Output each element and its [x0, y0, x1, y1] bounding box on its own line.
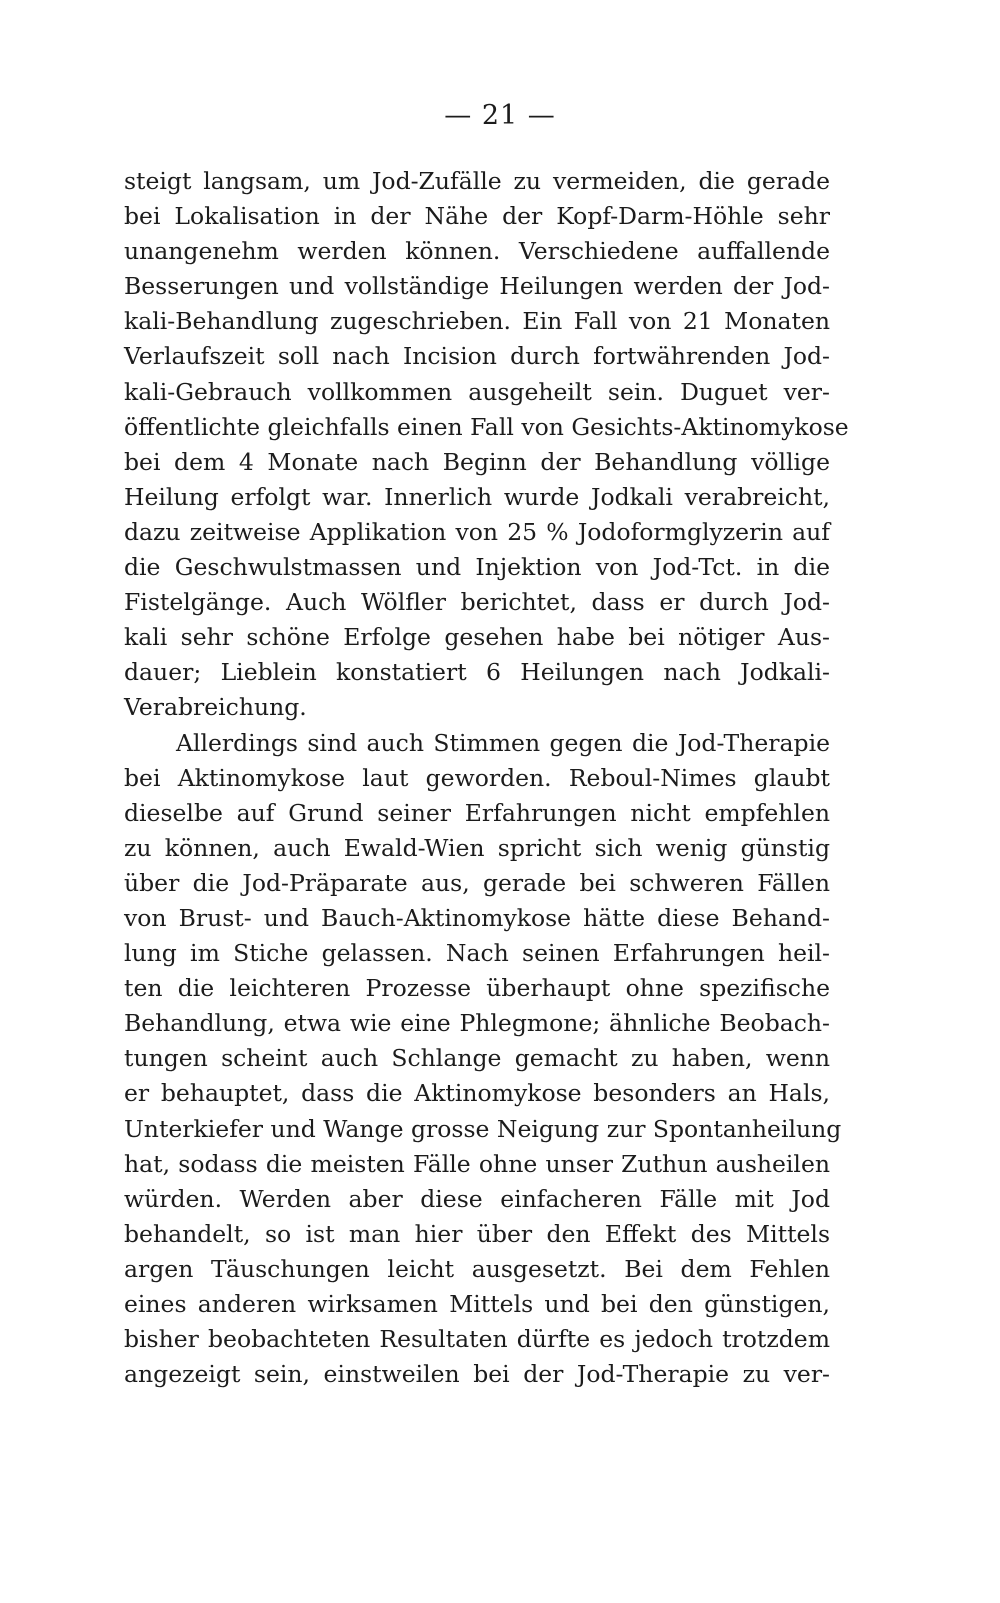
- text-line: kali-Gebrauch vollkommen ausgeheilt sein. Duguet ver-: [124, 377, 830, 406]
- text-line: bisher beobachteten Resultaten dürfte es jedoch trotzdem: [124, 1325, 830, 1354]
- text-line: Fistelgänge. Auch Wölfler berichtet, dass er durch Jod-: [124, 588, 830, 617]
- text-line: dazu zeitweise Applikation von 25 % Jodoformglyzerin auf: [124, 517, 830, 546]
- text-line: öffentlichte gleichfalls einen Fall von Gesichts-Aktinomykose: [124, 412, 849, 441]
- text-line: von Brust- und Bauch-Aktinomykose hätte diese Behand-: [124, 903, 830, 932]
- text-line: über die Jod-Präparate aus, gerade bei schweren Fällen: [124, 868, 830, 897]
- text-line: Besserungen und vollständige Heilungen werden der Jod-: [124, 272, 830, 301]
- text-line: argen Täuschungen leicht ausgesetzt. Bei dem Fehlen: [124, 1254, 830, 1283]
- text-line: bei Aktinomykose laut geworden. Reboul-Nimes glaubt: [124, 763, 830, 792]
- text-line: eines anderen wirksamen Mittels und bei den günstigen,: [124, 1290, 830, 1318]
- text-line: tungen scheint auch Schlange gemacht zu haben, wenn: [124, 1044, 830, 1073]
- text-line: Verabreichung.: [124, 693, 307, 722]
- text-line: steigt langsam, um Jod-Zufälle zu vermeiden, die gerade: [124, 167, 830, 195]
- text-line: Allerdings sind auch Stimmen gegen die Jod-Therapie: [176, 728, 830, 757]
- text-line: würden. Werden aber diese einfacheren Fälle mit Jod: [124, 1184, 830, 1213]
- text-line: dauer; Lieblein konstatiert 6 Heilungen nach Jodkali-: [124, 658, 830, 687]
- text-line: dieselbe auf Grund seiner Erfahrungen nicht empfehlen: [124, 798, 830, 827]
- text-line: zu können, auch Ewald-Wien spricht sich wenig günstig: [124, 833, 830, 862]
- text-line: bei Lokalisation in der Nähe der Kopf-Darm-Höhle sehr: [124, 202, 830, 231]
- text-line: die Geschwulstmassen und Injektion von Jod-Tct. in die: [124, 553, 830, 582]
- text-line: lung im Stiche gelassen. Nach seinen Erfahrungen heil-: [124, 939, 830, 968]
- text-line: Behandlung, etwa wie eine Phlegmone; ähnliche Beobach-: [124, 1009, 830, 1038]
- page-number: — 21 —: [444, 100, 556, 131]
- text-line: behandelt, so ist man hier über den Effekt des Mittels: [124, 1219, 830, 1248]
- body-text: [124, 164, 849, 1392]
- text-line: kali sehr schöne Erfolge gesehen habe bei nötiger Aus-: [124, 623, 830, 652]
- text-line: angezeigt sein, einstweilen bei der Jod-Therapie zu ver-: [124, 1360, 830, 1389]
- text-line: Unterkiefer und Wange grosse Neigung zur Spontanheilung: [124, 1114, 842, 1143]
- text-line: ten die leichteren Prozesse überhaupt ohne spezifische: [124, 974, 830, 1003]
- text-line: er behauptet, dass die Aktinomykose besonders an Hals,: [124, 1079, 830, 1108]
- text-line: kali-Behandlung zugeschrieben. Ein Fall von 21 Monaten: [124, 307, 830, 336]
- text-line: unangenehm werden können. Verschiedene auffallende: [124, 237, 830, 266]
- text-line: Heilung erfolgt war. Innerlich wurde Jodkali verabreicht,: [124, 482, 830, 511]
- text-line: hat, sodass die meisten Fälle ohne unser Zuthun ausheilen: [124, 1149, 830, 1178]
- text-line: bei dem 4 Monate nach Beginn der Behandlung völlige: [124, 447, 830, 476]
- text-line: Verlaufszeit soll nach Incision durch fortwährenden Jod-: [124, 342, 830, 371]
